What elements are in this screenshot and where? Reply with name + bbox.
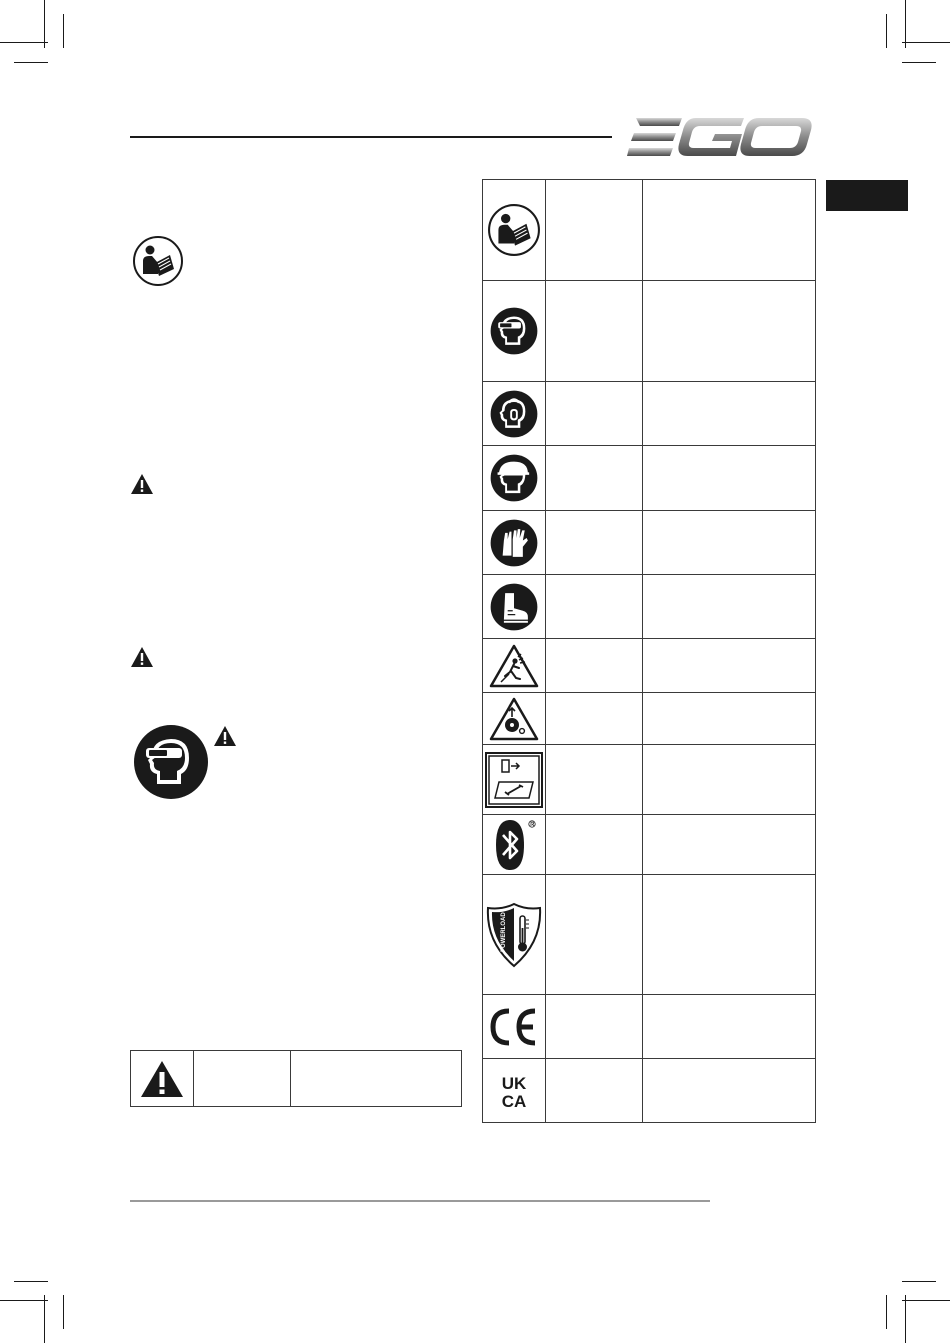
table-row xyxy=(483,745,816,815)
symbol-name-cell xyxy=(546,995,643,1059)
warning-definition-table xyxy=(130,1050,462,1107)
symbol-name-cell xyxy=(546,875,643,995)
warning-triangle-icon xyxy=(213,725,237,747)
crop-mark xyxy=(14,1281,48,1282)
symbol-description-cell xyxy=(643,815,816,875)
table-row xyxy=(483,875,816,995)
table-row xyxy=(483,639,816,693)
symbol-name-cell xyxy=(546,281,643,382)
eye-protection-icon xyxy=(133,724,209,800)
symbol-description-cell xyxy=(643,180,816,281)
symbol-icon-cell xyxy=(483,281,546,382)
symbol-icon-cell xyxy=(483,382,546,446)
symbol-name-cell xyxy=(546,575,643,639)
symbol-icon-cell xyxy=(483,745,546,815)
head-protection-icon xyxy=(490,454,538,502)
table-row xyxy=(483,815,816,875)
thrown-objects-icon xyxy=(489,644,539,688)
hearing-protection-icon xyxy=(490,390,538,438)
table-row xyxy=(483,511,816,575)
symbol-name-cell xyxy=(546,693,643,745)
table-row xyxy=(483,281,816,382)
table-row xyxy=(483,382,816,446)
ukca-mark-icon xyxy=(494,1071,534,1111)
symbol-description-cell xyxy=(643,693,816,745)
symbol-icon-cell xyxy=(483,511,546,575)
boots-icon xyxy=(490,583,538,631)
symbol-icon-cell xyxy=(483,815,546,875)
crop-mark xyxy=(902,62,936,63)
warning-triangle-icon xyxy=(130,473,154,495)
ukca-mark-bottom: CA xyxy=(501,1091,527,1111)
symbol-name-cell xyxy=(546,180,643,281)
symbol-icon-cell xyxy=(483,446,546,511)
crop-mark xyxy=(902,42,950,43)
crop-mark xyxy=(905,1295,906,1343)
rotating-blade-icon xyxy=(489,697,539,741)
warning-icon-cell xyxy=(131,1051,194,1107)
symbol-description-cell xyxy=(643,995,816,1059)
crop-mark xyxy=(63,1295,64,1329)
symbol-icon-cell xyxy=(483,639,546,693)
symbol-icon-cell xyxy=(483,693,546,745)
symbol-icon-cell xyxy=(483,1059,546,1123)
powerload-thermal-icon xyxy=(486,902,542,968)
symbol-description-cell xyxy=(643,1059,816,1123)
symbol-name-cell xyxy=(546,511,643,575)
symbol-description-cell xyxy=(643,446,816,511)
symbol-icon-cell xyxy=(483,180,546,281)
warning-triangle-icon xyxy=(139,1059,185,1099)
table-row xyxy=(483,575,816,639)
symbol-description-cell xyxy=(643,745,816,815)
crop-mark xyxy=(886,14,887,48)
symbol-description-cell xyxy=(643,639,816,693)
table-row xyxy=(483,180,816,281)
eye-protection-icon xyxy=(490,307,538,355)
gloves-icon xyxy=(490,519,538,567)
symbol-name-cell xyxy=(546,639,643,693)
table-row xyxy=(131,1051,462,1107)
symbol-table xyxy=(482,179,816,1123)
ce-mark-icon xyxy=(485,1005,543,1049)
symbol-description-cell xyxy=(643,575,816,639)
crop-mark xyxy=(0,42,48,43)
table-row xyxy=(483,446,816,511)
powerload-label: POWERLOAD xyxy=(501,911,507,952)
symbol-name-cell xyxy=(546,1059,643,1123)
crop-mark xyxy=(886,1295,887,1329)
symbol-name-cell xyxy=(546,446,643,511)
symbol-name-cell xyxy=(546,382,643,446)
table-row xyxy=(483,1059,816,1123)
ukca-mark-top: UK xyxy=(501,1073,527,1093)
warning-triangle-icon xyxy=(130,646,154,668)
symbol-description-cell xyxy=(643,511,816,575)
read-manual-icon xyxy=(487,203,541,257)
header-rule xyxy=(130,136,612,138)
table-row xyxy=(483,995,816,1059)
crop-mark xyxy=(905,0,906,48)
crop-mark xyxy=(44,0,45,48)
language-tab[interactable] xyxy=(826,180,908,211)
crop-mark xyxy=(44,1295,45,1343)
read-manual-icon xyxy=(132,235,184,287)
table-row xyxy=(483,693,816,745)
symbol-name-cell xyxy=(546,815,643,875)
symbol-icon-cell xyxy=(483,995,546,1059)
symbol-icon-cell xyxy=(483,875,546,995)
warning-name-cell xyxy=(194,1051,291,1107)
remove-battery-before-maintenance-icon xyxy=(485,752,543,808)
crop-mark xyxy=(902,1300,950,1301)
crop-mark xyxy=(0,1300,48,1301)
symbol-name-cell xyxy=(546,745,643,815)
symbol-description-cell xyxy=(643,382,816,446)
crop-mark xyxy=(14,62,48,63)
bluetooth-icon xyxy=(490,818,538,872)
crop-mark xyxy=(902,1281,936,1282)
symbol-description-cell xyxy=(643,875,816,995)
warning-description-cell xyxy=(291,1051,462,1107)
ego-logo xyxy=(626,116,814,160)
symbol-description-cell xyxy=(643,281,816,382)
footer-rule xyxy=(130,1200,710,1202)
crop-mark xyxy=(63,14,64,48)
symbol-icon-cell xyxy=(483,575,546,639)
